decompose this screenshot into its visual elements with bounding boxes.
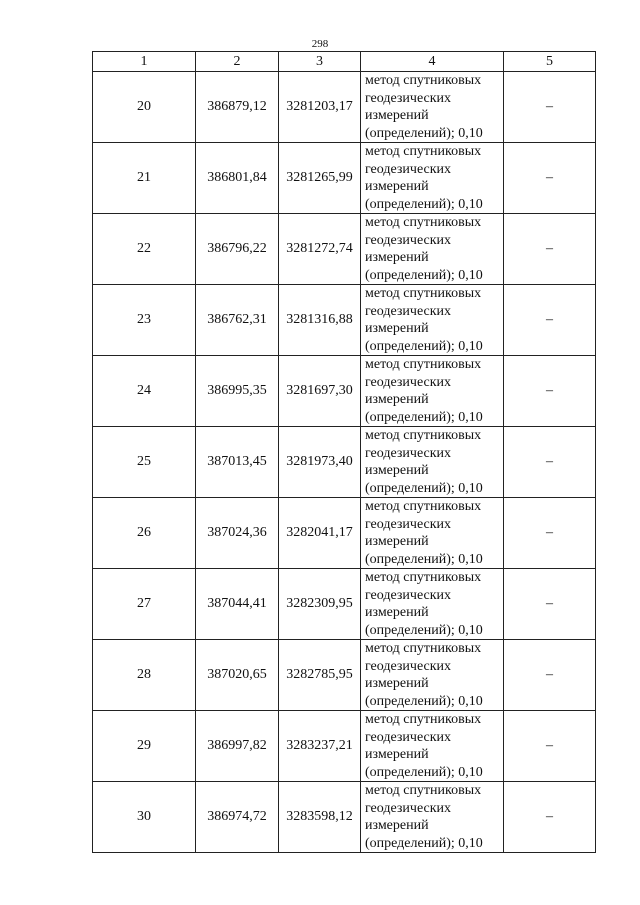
method-line: измерений <box>365 676 429 691</box>
method-line: измерений <box>365 179 429 194</box>
method-line: измерений <box>365 605 429 620</box>
table-row <box>93 498 596 569</box>
method-line: (определений); 0,10 <box>365 196 483 212</box>
method-line: геодезических <box>365 516 452 532</box>
method-cell <box>361 498 504 569</box>
method-line: (определений); 0,10 <box>365 409 483 425</box>
method-line: (определений); 0,10 <box>365 267 483 283</box>
method-line: геодезических <box>365 232 452 248</box>
method-line: метод спутниковых <box>365 428 482 443</box>
method-cell <box>361 640 504 711</box>
table-header-row <box>93 52 596 72</box>
y-coordinate-cell: 3281203,17 <box>279 72 361 143</box>
method-line: (определений); 0,10 <box>365 622 483 638</box>
y-coordinate-cell: 3282309,95 <box>279 569 361 640</box>
method-line: геодезических <box>365 445 452 461</box>
table-row <box>93 427 596 498</box>
table-row <box>93 782 596 853</box>
method-line: измерений <box>365 463 429 478</box>
point-number-cell: 30 <box>93 782 196 853</box>
x-coordinate-cell: 387044,41 <box>196 569 279 640</box>
point-number-cell: 23 <box>93 285 196 356</box>
method-cell <box>361 427 504 498</box>
table-row <box>93 214 596 285</box>
note-cell: – <box>504 214 596 285</box>
method-line: измерений <box>365 818 429 833</box>
method-line: геодезических <box>365 729 452 745</box>
method-line: метод спутниковых <box>365 357 482 372</box>
method-cell <box>361 72 504 143</box>
method-cell <box>361 782 504 853</box>
note-cell: – <box>504 143 596 214</box>
method-line: геодезических <box>365 374 452 390</box>
x-coordinate-cell: 386995,35 <box>196 356 279 427</box>
point-number-cell: 28 <box>93 640 196 711</box>
note-cell: – <box>504 569 596 640</box>
table-row <box>93 711 596 782</box>
point-number-cell: 25 <box>93 427 196 498</box>
method-line: метод спутниковых <box>365 641 482 656</box>
y-coordinate-cell: 3281973,40 <box>279 427 361 498</box>
column-header: 2 <box>196 52 279 72</box>
column-header: 1 <box>93 52 196 72</box>
column-header: 4 <box>361 52 504 72</box>
method-line: измерений <box>365 747 429 762</box>
y-coordinate-cell: 3281272,74 <box>279 214 361 285</box>
x-coordinate-cell: 387020,65 <box>196 640 279 711</box>
x-coordinate-cell: 386879,12 <box>196 72 279 143</box>
method-line: геодезических <box>365 161 452 177</box>
x-coordinate-cell: 386762,31 <box>196 285 279 356</box>
point-number-cell: 29 <box>93 711 196 782</box>
y-coordinate-cell: 3281265,99 <box>279 143 361 214</box>
method-line: измерений <box>365 250 429 265</box>
method-line: измерений <box>365 108 429 123</box>
method-line: (определений); 0,10 <box>365 551 483 567</box>
table-row <box>93 569 596 640</box>
point-number-cell: 27 <box>93 569 196 640</box>
method-line: (определений); 0,10 <box>365 693 483 709</box>
method-line: метод спутниковых <box>365 215 482 230</box>
note-cell: – <box>504 498 596 569</box>
method-line: метод спутниковых <box>365 783 482 798</box>
method-line: (определений); 0,10 <box>365 764 483 780</box>
method-cell <box>361 285 504 356</box>
y-coordinate-cell: 3283237,21 <box>279 711 361 782</box>
note-cell: – <box>504 427 596 498</box>
method-line: метод спутниковых <box>365 712 482 727</box>
method-line: метод спутниковых <box>365 144 482 159</box>
method-line: (определений); 0,10 <box>365 125 483 141</box>
x-coordinate-cell: 386796,22 <box>196 214 279 285</box>
point-number-cell: 24 <box>93 356 196 427</box>
method-line: измерений <box>365 392 429 407</box>
method-line: метод спутниковых <box>365 570 482 585</box>
method-cell <box>361 711 504 782</box>
method-line: геодезических <box>365 90 452 106</box>
table-row <box>93 72 596 143</box>
y-coordinate-cell: 3281697,30 <box>279 356 361 427</box>
x-coordinate-cell: 386801,84 <box>196 143 279 214</box>
method-line: (определений); 0,10 <box>365 338 483 354</box>
note-cell: – <box>504 356 596 427</box>
x-coordinate-cell: 386997,82 <box>196 711 279 782</box>
column-header: 5 <box>504 52 596 72</box>
table-row <box>93 640 596 711</box>
point-number-cell: 22 <box>93 214 196 285</box>
y-coordinate-cell: 3283598,12 <box>279 782 361 853</box>
point-number-cell: 21 <box>93 143 196 214</box>
method-line: метод спутниковых <box>365 73 482 88</box>
method-cell <box>361 569 504 640</box>
note-cell: – <box>504 285 596 356</box>
method-line: геодезических <box>365 587 452 603</box>
method-line: метод спутниковых <box>365 286 482 301</box>
y-coordinate-cell: 3282785,95 <box>279 640 361 711</box>
method-cell <box>361 356 504 427</box>
x-coordinate-cell: 387024,36 <box>196 498 279 569</box>
method-line: геодезических <box>365 800 452 816</box>
note-cell: – <box>504 711 596 782</box>
point-number-cell: 26 <box>93 498 196 569</box>
method-line: геодезических <box>365 658 452 674</box>
table-row <box>93 143 596 214</box>
x-coordinate-cell: 386974,72 <box>196 782 279 853</box>
table-row <box>93 356 596 427</box>
method-line: измерений <box>365 534 429 549</box>
coordinates-table <box>92 51 596 853</box>
note-cell: – <box>504 640 596 711</box>
note-cell: – <box>504 72 596 143</box>
note-cell: – <box>504 782 596 853</box>
y-coordinate-cell: 3281316,88 <box>279 285 361 356</box>
table-row <box>93 285 596 356</box>
method-line: измерений <box>365 321 429 336</box>
method-cell <box>361 143 504 214</box>
method-line: (определений); 0,10 <box>365 835 483 851</box>
x-coordinate-cell: 387013,45 <box>196 427 279 498</box>
column-header: 3 <box>279 52 361 72</box>
method-line: метод спутниковых <box>365 499 482 514</box>
method-line: (определений); 0,10 <box>365 480 483 496</box>
method-line: геодезических <box>365 303 452 319</box>
point-number-cell: 20 <box>93 72 196 143</box>
method-cell <box>361 214 504 285</box>
page-number: 298 <box>311 38 329 50</box>
y-coordinate-cell: 3282041,17 <box>279 498 361 569</box>
